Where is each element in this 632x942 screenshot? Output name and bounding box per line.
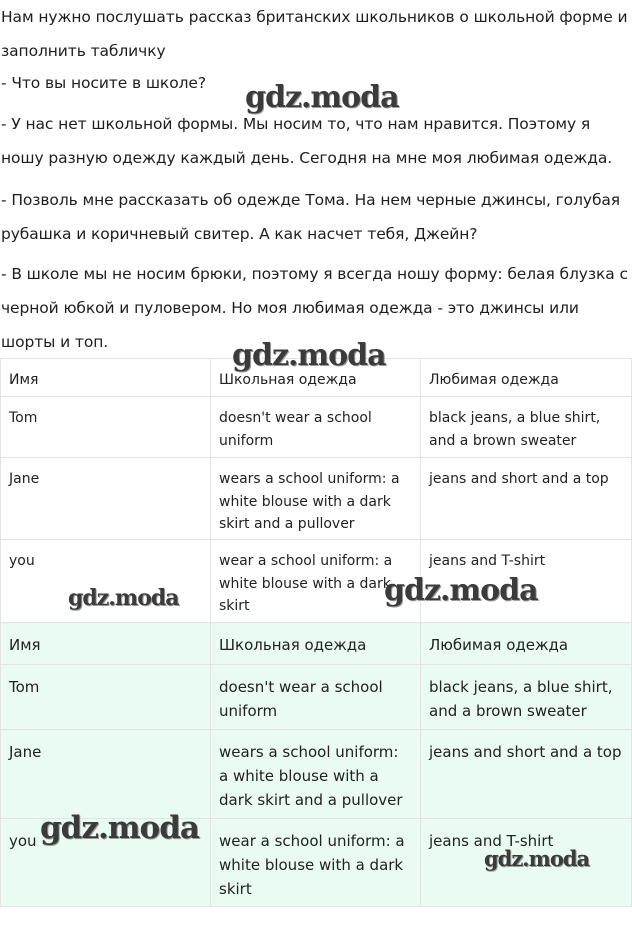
cell-name: you [1, 819, 211, 907]
cell-favorite-clothes: black jeans, a blue shirt, and a brown sweater [421, 665, 632, 730]
cell-school-clothes: doesn't wear a school uniform [211, 665, 421, 730]
table-row [1, 730, 632, 819]
table-row [1, 397, 632, 458]
cell-school-clothes: wear a school uniform: a white blouse with a dark skirt [211, 819, 421, 907]
watermark: gdz.moda [384, 573, 538, 608]
header-school-clothes: Школьная одежда [211, 623, 421, 665]
cell-favorite-clothes: jeans and T-shirt [421, 540, 632, 623]
dialogue-line: - У нас нет школьной формы. Мы носим то, что нам нравится. Поэтому я ношу разную одежду каждый день. Сегодня на мне моя любимая одежда. [1, 115, 613, 167]
clothing-table [0, 358, 632, 623]
intro-paragraph: Нам нужно послушать рассказ британских школьников о школьной форме и заполнить табличку [1, 8, 628, 60]
cell-favorite-clothes: jeans and short and a top [421, 730, 632, 819]
cell-name: Tom [1, 665, 211, 730]
cell-school-clothes: doesn't wear a school uniform [211, 397, 421, 458]
dialogue-line: - В школе мы не носим брюки, поэтому я всегда ношу форму: белая блузка с черной юбкой и пуловером. Но моя любимая одежда - это джинсы или шорты и топ. [1, 265, 628, 351]
header-favorite-clothes: Любимая одежда [421, 623, 632, 665]
cell-name: you [1, 540, 211, 623]
cell-favorite-clothes: jeans and short and a top [421, 458, 632, 540]
cell-favorite-clothes: jeans and T-shirt [421, 819, 632, 907]
header-name: Имя [1, 623, 211, 665]
table-row [1, 665, 632, 730]
cell-name: Jane [1, 458, 211, 540]
table-header-row [1, 359, 632, 397]
watermark: gdz.moda [484, 846, 590, 871]
watermark: gdz.moda [232, 338, 386, 373]
cell-name: Jane [1, 730, 211, 819]
cell-name: Tom [1, 397, 211, 458]
watermark: gdz.moda [68, 585, 179, 611]
clothing-table-highlighted [0, 622, 632, 907]
table-row [1, 458, 632, 540]
table-header-row [1, 623, 632, 665]
table-row [1, 819, 632, 907]
dialogue-line: - Что вы носите в школе? [1, 74, 206, 92]
header-name: Имя [1, 359, 211, 397]
header-school-clothes: Школьная одежда [211, 359, 421, 397]
dialogue-line: - Позволь мне рассказать об одежде Тома. На нем черные джинсы, голубая рубашка и коричневый свитер. А как насчет тебя, Джейн? [1, 191, 621, 243]
header-favorite-clothes: Любимая одежда [421, 359, 632, 397]
cell-school-clothes: wear a school uniform: a white blouse with a dark skirt [211, 540, 421, 623]
cell-school-clothes: wears a school uniform: a white blouse with a dark skirt and a pullover [211, 730, 421, 819]
table-row [1, 540, 632, 623]
watermark: gdz.moda [40, 810, 199, 846]
cell-favorite-clothes: black jeans, a blue shirt, and a brown sweater [421, 397, 632, 458]
cell-school-clothes: wears a school uniform: a white blouse with a dark skirt and a pullover [211, 458, 421, 540]
watermark: gdz.moda [245, 80, 399, 115]
